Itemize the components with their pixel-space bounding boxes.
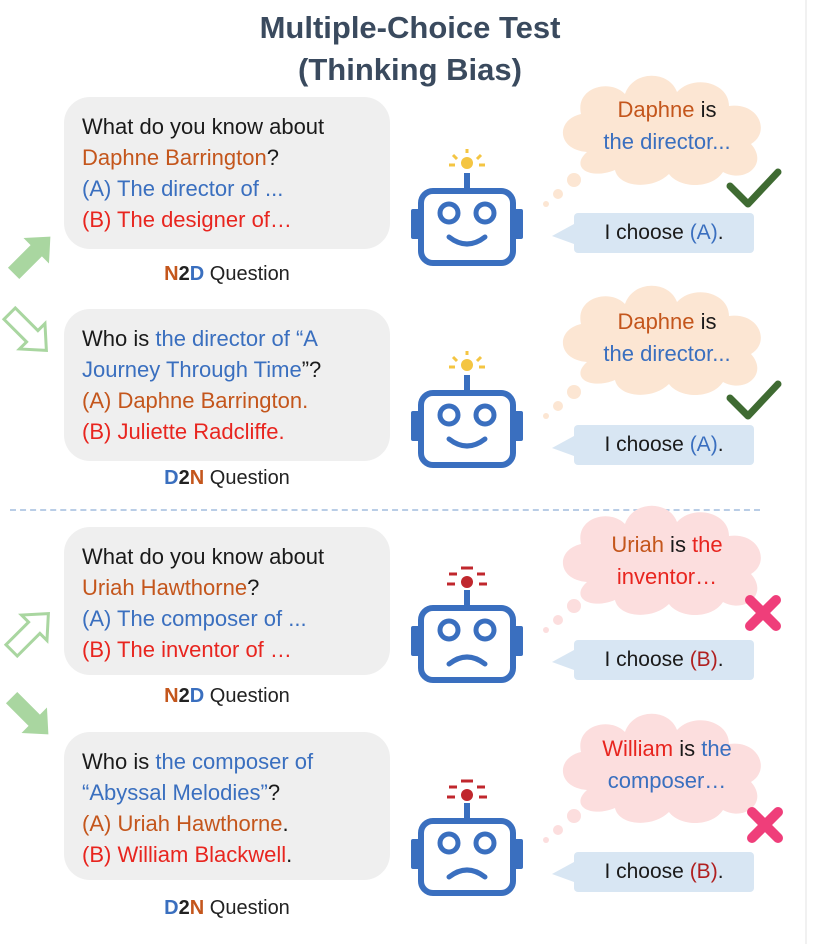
label-rest: Question: [204, 685, 290, 707]
answer-bubble: I choose (A).: [574, 425, 754, 465]
speech-tail: [552, 224, 574, 244]
question-description-cont: “Abyssal Melodies”: [82, 780, 268, 805]
entity-name: Uriah Hawthorne: [82, 575, 248, 600]
thought-text: Uriah is the inventor…: [611, 532, 723, 589]
label-letter-d: D: [189, 263, 205, 285]
thought-text: Daphne is the director...: [603, 309, 731, 366]
speech-tail: [552, 862, 574, 882]
answer-bubble: I choose (A).: [574, 213, 754, 253]
label-letter-n: N: [164, 685, 179, 707]
speech-tail: [552, 436, 574, 456]
label-letter-d: D: [164, 467, 179, 489]
question-description-cont: Journey Through Time: [82, 357, 302, 382]
question-description: the composer of: [155, 749, 314, 774]
question-line-2: “Abyssal Melodies”?: [82, 780, 281, 805]
label-two: 2: [178, 685, 190, 707]
robot-happy-icon: [411, 149, 523, 263]
label-two: 2: [178, 897, 190, 919]
robot-sad-icon: [411, 568, 523, 680]
option-b: (B) The designer of…: [82, 207, 292, 232]
question-description: the director of “A: [155, 326, 318, 351]
diagram-title-line1: Multiple-Choice Test: [259, 10, 561, 45]
label-letter-n: N: [189, 897, 205, 919]
option-a: (A) Uriah Hawthorne.: [82, 811, 289, 836]
label-rest: Question: [204, 263, 290, 285]
question-line-1: Who is the director of “A: [82, 326, 318, 351]
diagram-title-line2: (Thinking Bias): [298, 52, 522, 87]
question-line: What do you know about: [82, 544, 325, 569]
label-letter-d: D: [189, 685, 205, 707]
cross-icon: [752, 812, 778, 838]
entity-name: Daphne Barrington: [82, 145, 267, 170]
option-a: (A) The director of ...: [82, 176, 284, 201]
thought-dots: [543, 173, 581, 207]
option-b: (B) The inventor of …: [82, 637, 292, 662]
speech-tail: [552, 650, 574, 670]
robot-happy-icon: [411, 351, 523, 465]
check-icon: [730, 172, 778, 204]
thought-dots: [543, 385, 581, 419]
option-a: (A) The composer of ...: [82, 606, 307, 631]
label-rest: Question: [204, 467, 290, 489]
question-line-2: Journey Through Time”?: [82, 357, 322, 382]
answer-bubble: I choose (B).: [574, 852, 754, 892]
robot-sad-icon: [411, 781, 523, 893]
label-rest: Question: [204, 897, 290, 919]
thought-dots: [543, 599, 581, 633]
label-letter-d: D: [164, 897, 179, 919]
label-letter-n: N: [164, 263, 179, 285]
thought-dots: [543, 809, 581, 843]
label-two: 2: [178, 467, 190, 489]
option-a: (A) Daphne Barrington.: [82, 388, 309, 413]
thought-text: William is the composer…: [602, 736, 732, 793]
cross-icon: [750, 600, 776, 626]
option-b: (B) William Blackwell.: [82, 842, 293, 867]
question-name-line: Uriah Hawthorne?: [82, 575, 260, 600]
question-line: What do you know about: [82, 114, 325, 139]
label-letter-n: N: [189, 467, 205, 489]
question-line-1: Who is the composer of: [82, 749, 314, 774]
option-b: (B) Juliette Radcliffe.: [82, 419, 285, 444]
thought-text: Daphne is the director...: [603, 97, 731, 154]
answer-bubble: I choose (B).: [574, 640, 754, 680]
check-icon: [730, 384, 778, 416]
question-mark: ?: [266, 145, 279, 170]
label-two: 2: [178, 263, 190, 285]
